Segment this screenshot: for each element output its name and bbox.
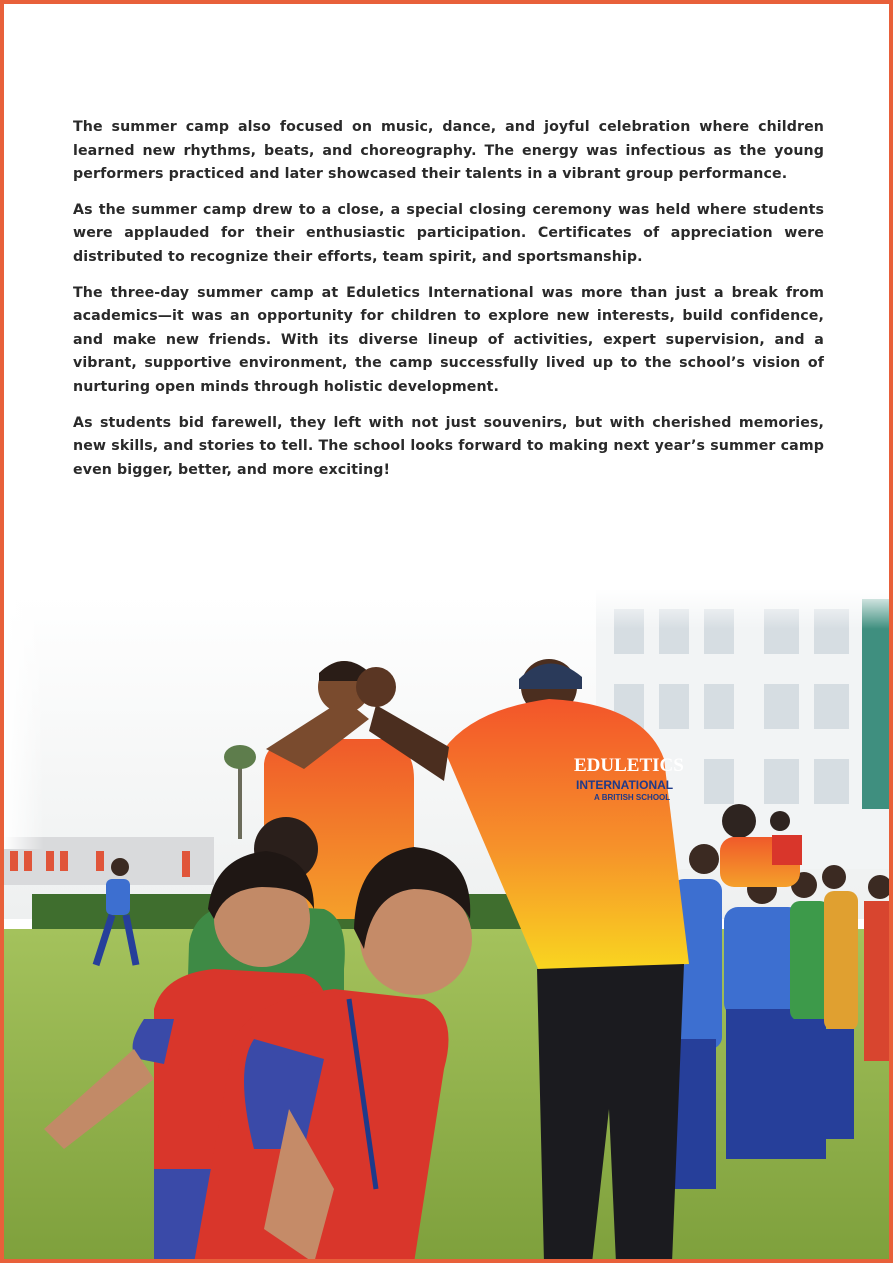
article-text [73,116,824,494]
shirt-logo-line2: INTERNATIONAL [576,778,674,792]
summer-camp-photo [4,589,889,1263]
paragraph-closing-ceremony: As the summer camp drew to a close, a special closing ceremony was held where students were applauded for their enthusiastic participation. Certificates of appreciation were distributed to recognize their efforts, team spirit, and sportsmanship. [73,201,824,265]
paragraph-music-dance: The summer camp also focused on music, dance, and joyful celebration where children learned new rhythms, beats, and choreography. The energy was infectious as the young performers practiced and later showcased their talents in a vibrant group performance. [73,119,824,183]
paragraph-farewell: As students bid farewell, they left with not just souvenirs, but with cherished memories, new skills, and stories to tell. The school looks forward to making next year’s summer camp even bigger, better, and more exciting! [73,414,824,478]
shirt-logo-line3: A BRITISH SCHOOL [594,793,671,802]
shirt-logo-line1: EDULETICS [574,755,684,776]
paragraph-camp-summary: The three-day summer camp at Eduletics International was more than just a break from academics—it was an opportunity for children to explore new interests, build confidence, and make new friends. With its diverse lineup of activities, expert supervision, and a vibrant, supportive environment, the camp successfully lived up to the school’s vision of nurturing open minds through holistic development. [73,284,824,395]
